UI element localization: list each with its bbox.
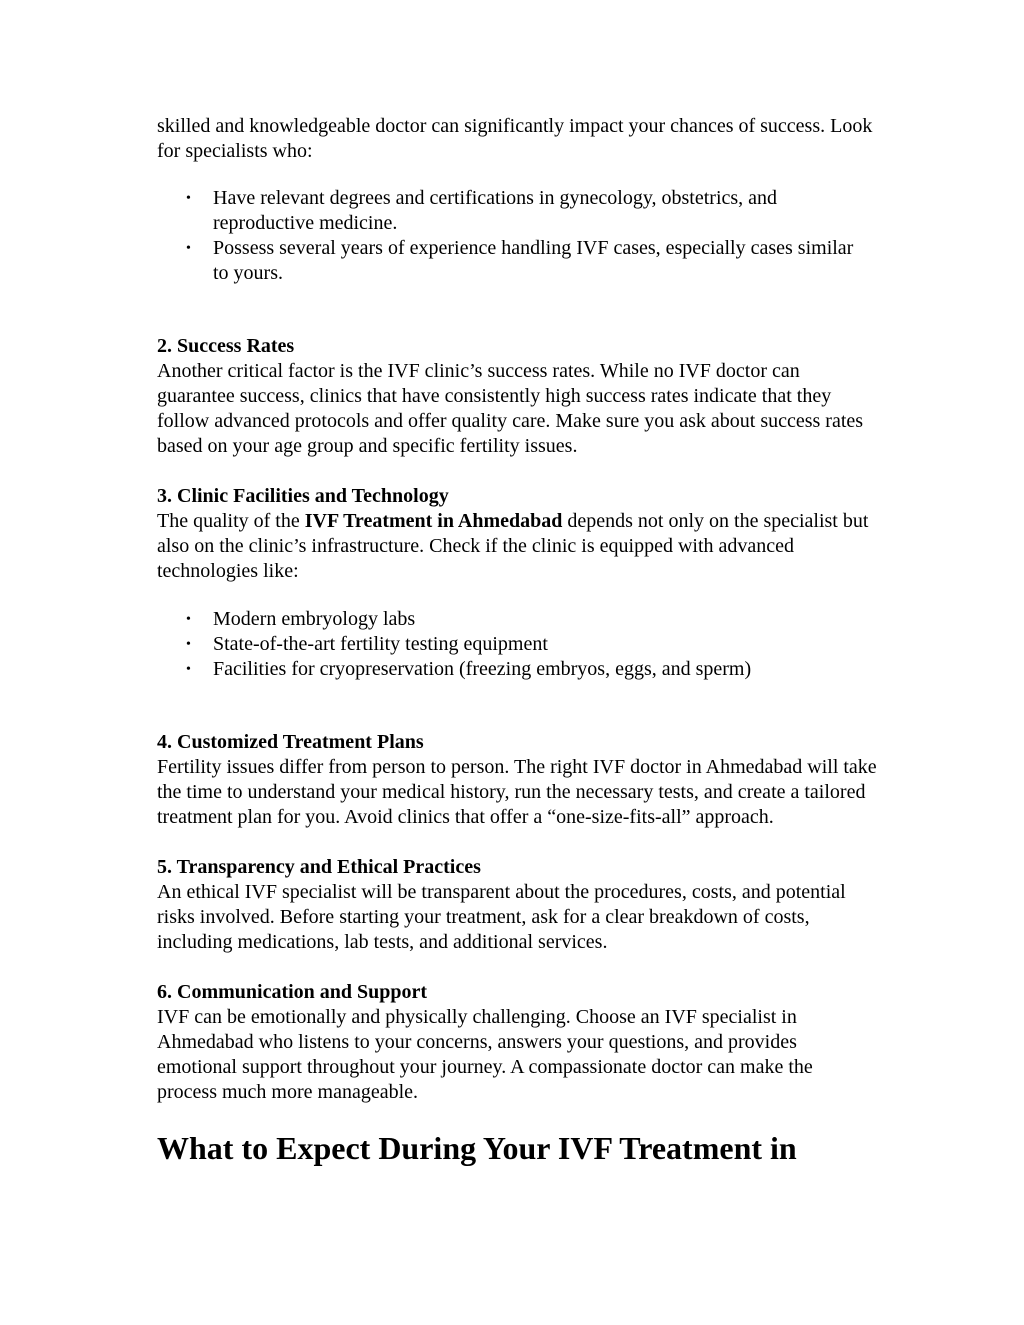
specialist-criteria-list (157, 186, 877, 286)
bullet-icon: • (186, 241, 191, 256)
ivf-treatment-link-text: IVF Treatment in Ahmedabad (304, 510, 563, 532)
section-body-text: The quality of the (157, 510, 305, 532)
list-item (186, 657, 877, 682)
section-clinic-facilities (157, 484, 877, 584)
section-title: 4. Customized Treatment Plans (157, 731, 424, 753)
list-item (186, 236, 877, 286)
document-page (157, 114, 877, 1195)
list-item (186, 607, 877, 632)
section-title: 6. Communication and Support (157, 981, 428, 1003)
list-item-text: Possess several years of experience handling IVF cases, especially cases similar to yours. (213, 237, 854, 284)
list-item (186, 632, 877, 657)
list-item-text: State-of-the-art fertility testing equipment (213, 633, 548, 655)
section-customized-plans (157, 730, 877, 830)
list-item-text: Modern embryology labs (213, 608, 416, 630)
list-item-text: Facilities for cryopreservation (freezing embryos, eggs, and sperm) (213, 658, 752, 680)
bullet-icon: • (186, 662, 191, 677)
section-body-text: depends not only on the specialist but also on the clinic’s infrastructure. Check if the clinic is equipped with advanced technologies like: (157, 510, 869, 582)
section-body: Fertility issues differ from person to person. The right IVF doctor in Ahmedabad will take the time to understand your medical history, run the necessary tests, and create a tailored treatment plan for you. Avoid clinics that offer a “one-size-fits-all” approach. (157, 756, 877, 828)
bullet-icon: • (186, 612, 191, 627)
section-body: An ethical IVF specialist will be transparent about the procedures, costs, and potential risks involved. Before starting your treatment, ask for a clear breakdown of costs, including medications, lab tests, and additional services. (157, 881, 846, 953)
section-body: IVF can be emotionally and physically challenging. Choose an IVF specialist in Ahmedabad who listens to your concerns, answers your questions, and provides emotional support throughout your journey. A compassionate doctor can make the process much more manageable. (157, 1006, 813, 1103)
list-item (186, 186, 877, 236)
what-to-expect-heading: What to Expect During Your IVF Treatment in (157, 1130, 797, 1166)
intro-paragraph: skilled and knowledgeable doctor can significantly impact your chances of success. Look for specialists who: (157, 115, 873, 162)
section-title: 5. Transparency and Ethical Practices (157, 856, 481, 878)
section-title: 2. Success Rates (157, 335, 295, 357)
list-item-text: Have relevant degrees and certifications in gynecology, obstetrics, and reproductive medicine. (213, 187, 778, 234)
section-transparency (157, 855, 877, 955)
section-body (157, 509, 877, 584)
bullet-icon: • (186, 191, 191, 206)
section-body: Another critical factor is the IVF clinic’s success rates. While no IVF doctor can guarantee success, clinics that have consistently high success rates indicate that they follow advanced protocols and offer quality care. Make sure you ask about success rates based on your age group and specific fertility issues. (157, 360, 864, 457)
section-communication (157, 980, 877, 1105)
bullet-icon: • (186, 637, 191, 652)
technology-list (157, 607, 877, 682)
section-success-rates (157, 334, 877, 459)
section-title: 3. Clinic Facilities and Technology (157, 485, 449, 507)
